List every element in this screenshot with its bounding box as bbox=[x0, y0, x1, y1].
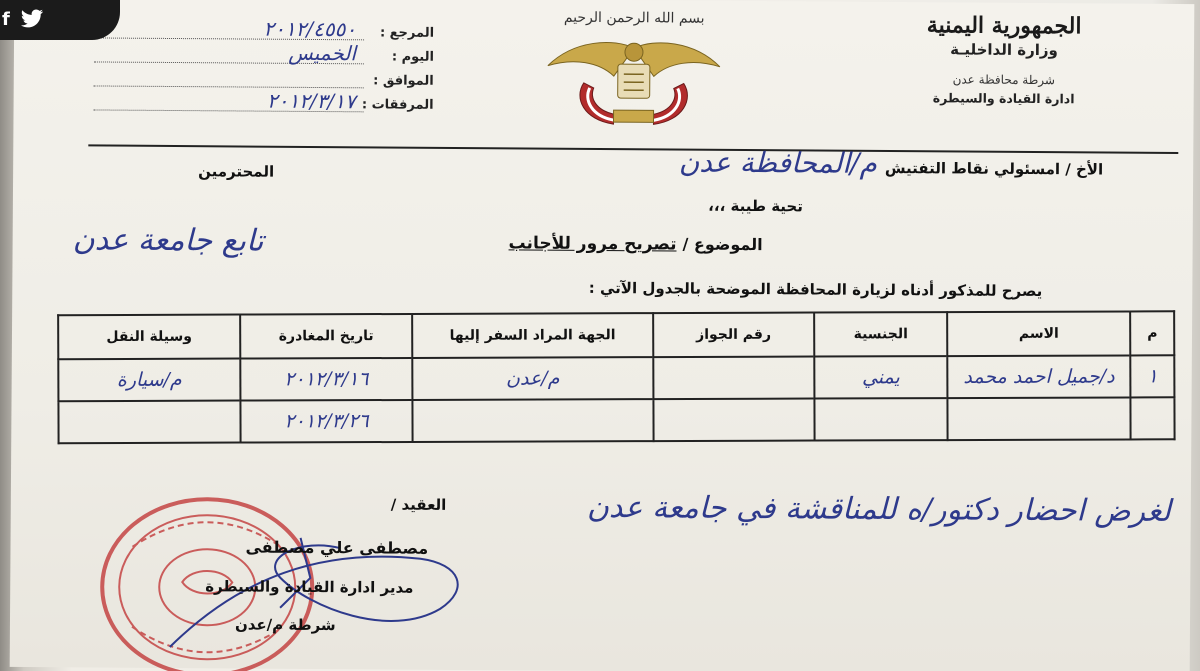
org-header bbox=[874, 12, 1135, 107]
subject-line bbox=[509, 233, 763, 255]
col-header-departure-date: تاريخ المغادرة bbox=[240, 314, 413, 359]
addressee-label: الأخ / امسئولي نقاط التفتيش bbox=[884, 158, 1104, 179]
col-header-passport: رقم الجواز bbox=[653, 313, 815, 358]
cell-index: ١ bbox=[1131, 355, 1175, 397]
cell-destination bbox=[413, 399, 653, 442]
cell-nationality: يمني bbox=[815, 356, 948, 398]
col-header-name: الاسم bbox=[947, 311, 1131, 356]
cell-passport bbox=[653, 357, 815, 400]
cell-index bbox=[1131, 397, 1175, 439]
respect-closing: المحترمين bbox=[198, 162, 275, 181]
col-header-transport: وسيلة النقل bbox=[58, 315, 240, 360]
table-header-row bbox=[58, 311, 1174, 359]
signatory-name: مصطفى علي مصطفى bbox=[245, 537, 429, 558]
facebook-icon[interactable]: f bbox=[2, 8, 10, 30]
col-header-nationality: الجنسية bbox=[814, 312, 947, 356]
table-row bbox=[58, 355, 1174, 401]
meta-hand-value: ٢٠١٢/٤٥٥٠ bbox=[263, 16, 357, 42]
meta-field bbox=[94, 40, 364, 66]
meta-label: اليوم : bbox=[391, 49, 434, 65]
yemen-eagle-emblem-icon bbox=[543, 28, 724, 129]
meta-row-reference bbox=[94, 14, 434, 40]
meta-label: المرفقات : bbox=[361, 97, 434, 113]
cell-destination: م/عدن bbox=[413, 357, 653, 400]
col-header-index: م bbox=[1131, 311, 1175, 355]
addressee-line bbox=[183, 142, 1103, 181]
col-header-destination: الجهة المراد السفر إليها bbox=[412, 313, 652, 358]
meta-row-corresponding bbox=[94, 62, 434, 88]
meta-field bbox=[94, 16, 364, 42]
basmala: بسم الله الرحمن الرحيم bbox=[563, 9, 705, 27]
org-republic: الجمهورية اليمنية bbox=[926, 12, 1082, 40]
cell-nationality bbox=[815, 398, 948, 440]
org-ministry: وزارة الداخليـة bbox=[950, 40, 1058, 60]
signatory-org: شرطة م/عدن bbox=[234, 615, 336, 635]
social-overlay bbox=[0, 0, 120, 40]
org-police: شرطة محافظة عدن bbox=[952, 72, 1056, 88]
subject-label: الموضوع / bbox=[682, 234, 763, 255]
meta-row-attachments bbox=[94, 86, 434, 112]
twitter-icon[interactable] bbox=[20, 9, 44, 29]
subject-value: تصريح مرور للأجانب bbox=[508, 233, 677, 255]
cell-transport: م/سيارة bbox=[58, 359, 240, 402]
meta-hand-value: ٢٠١٢/٣/١٧ bbox=[266, 88, 356, 114]
subject-handwritten: تابع جامعة عدن bbox=[72, 222, 264, 259]
cell-departure-date: ٢٠١٢/٣/١٦ bbox=[240, 358, 413, 401]
permit-statement: يصرح للمذكور أدناه لزيارة المحافظة الموضحة بالجدول الآتي : bbox=[588, 278, 1043, 301]
document-sheet bbox=[10, 0, 1195, 671]
travel-table bbox=[57, 310, 1175, 444]
meta-hand-value: الخميس bbox=[288, 40, 357, 66]
signatory-title: مدير ادارة القيادة والسيطرة bbox=[205, 577, 414, 597]
meta-field bbox=[94, 88, 364, 114]
emblem-block bbox=[533, 10, 734, 141]
cell-name: د/جميل احمد محمد bbox=[947, 355, 1131, 398]
signatory-rank: العقيد / bbox=[390, 495, 447, 514]
greeting: تحية طيبة ،،، bbox=[708, 196, 803, 216]
cell-departure-date: ٢٠١٢/٣/٢٦ bbox=[240, 400, 413, 443]
cell-transport bbox=[58, 401, 240, 444]
meta-label: الموافق : bbox=[373, 73, 434, 89]
handwritten-note: لغرض احضار دكتور/ه للمناقشة في جامعة عدن bbox=[586, 489, 1171, 529]
reference-meta bbox=[94, 14, 435, 112]
meta-row-day bbox=[94, 38, 434, 64]
table-row bbox=[58, 397, 1174, 443]
addressee-handwritten: م/المحافظة عدن bbox=[678, 145, 878, 180]
cell-name bbox=[947, 397, 1131, 440]
meta-field bbox=[94, 67, 364, 88]
meta-label: المرجع : bbox=[379, 25, 435, 41]
cell-passport bbox=[653, 399, 815, 442]
org-department: ادارة القيادة والسيطرة bbox=[932, 90, 1075, 107]
